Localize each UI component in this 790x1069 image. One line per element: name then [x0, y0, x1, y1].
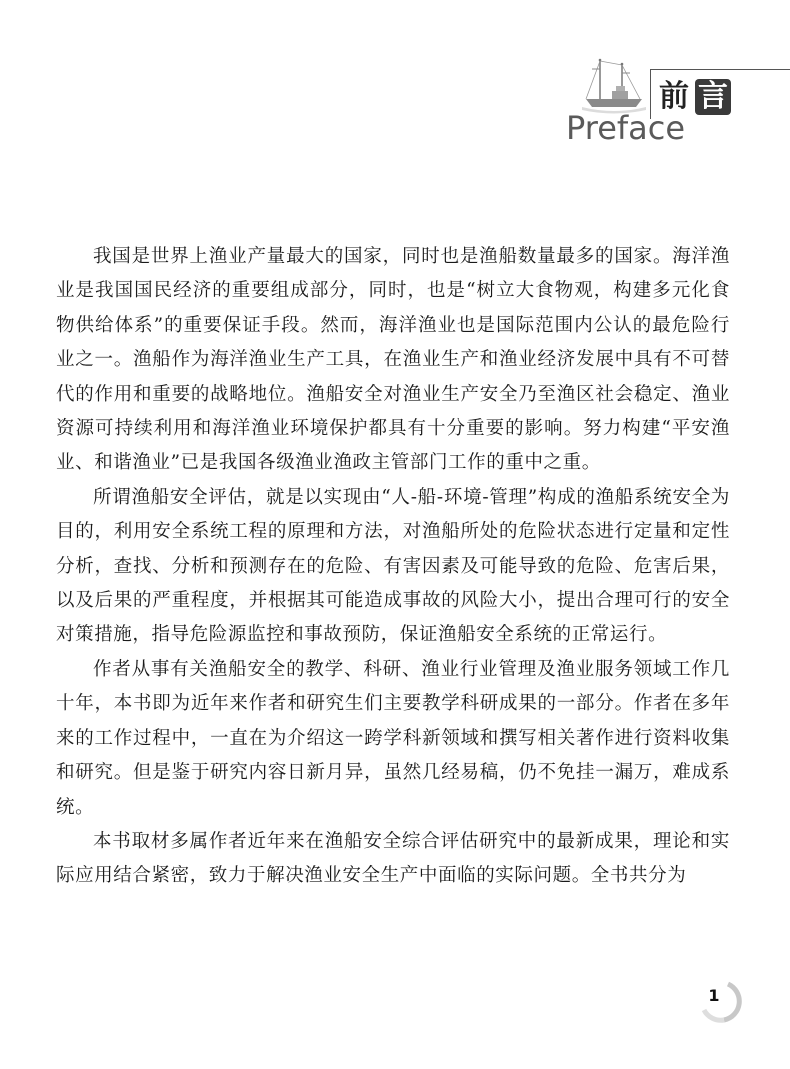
paragraph-3: 作者从事有关渔船安全的教学、科研、渔业行业管理及渔业服务领域工作几十年，本书即为近年来作者和研究生们主要教学科研成果的一部分。作者在多年来的工作过程中，一直在为介绍这一跨学科新领域和撰写相关著作进行资料收集和研究。但是鉴于研究内容日新月异，虽然几经易稿，仍不免挂一漏万，难成系统。 [56, 658, 730, 818]
paragraph-2: 所谓渔船安全评估，就是以实现由“人-船-环境-管理”构成的渔船系统安全为目的，利用安全系统工程的原理和方法，对渔船所处的危险状态进行定量和定性分析，查找、分析和预测存在的危险、有害因素及可能导致的危险、危害后果，以及后果的严重程度，并根据其可能造成事故的风险大小，提出合理可行的安全对策措施，指导危险源监控和事故预防，保证渔船安全系统的正常运行。 [56, 486, 730, 646]
header-rule-horizontal [650, 69, 790, 70]
page-number: 1 [708, 986, 720, 1005]
page-title-char-2: 言 [695, 79, 731, 115]
page-title-char-1: 前 [659, 79, 689, 114]
paragraph-4: 本书取材多属作者近年来在渔船安全综合评估研究中的最新成果，理论和实际应用结合紧密，致力于解决渔业安全生产中面临的实际问题。全书共分为 [56, 830, 730, 887]
page-title-english: Preface [566, 109, 686, 147]
paragraph-1: 我国是世界上渔业产量最大的国家，同时也是渔船数量最多的国家。海洋渔业是我国国民经济的重要组成部分，同时，也是“树立大食物观，构建多元化食物供给体系”的重要保证手段。然而，海洋渔业也是国际范围内公认的最危险行业之一。渔船作为海洋渔业生产工具，在渔业生产和渔业经济发展中具有不可替代的作用和重要的战略地位。渔船安全对渔业生产安全乃至渔区社会稳定、渔业资源可持续利用和海洋渔业环境保护都具有十分重要的影响。努力构建“平安渔业、和谐渔业”已是我国各级渔业渔政主管部门工作的重中之重。 [56, 246, 730, 474]
preface-body [56, 240, 730, 894]
